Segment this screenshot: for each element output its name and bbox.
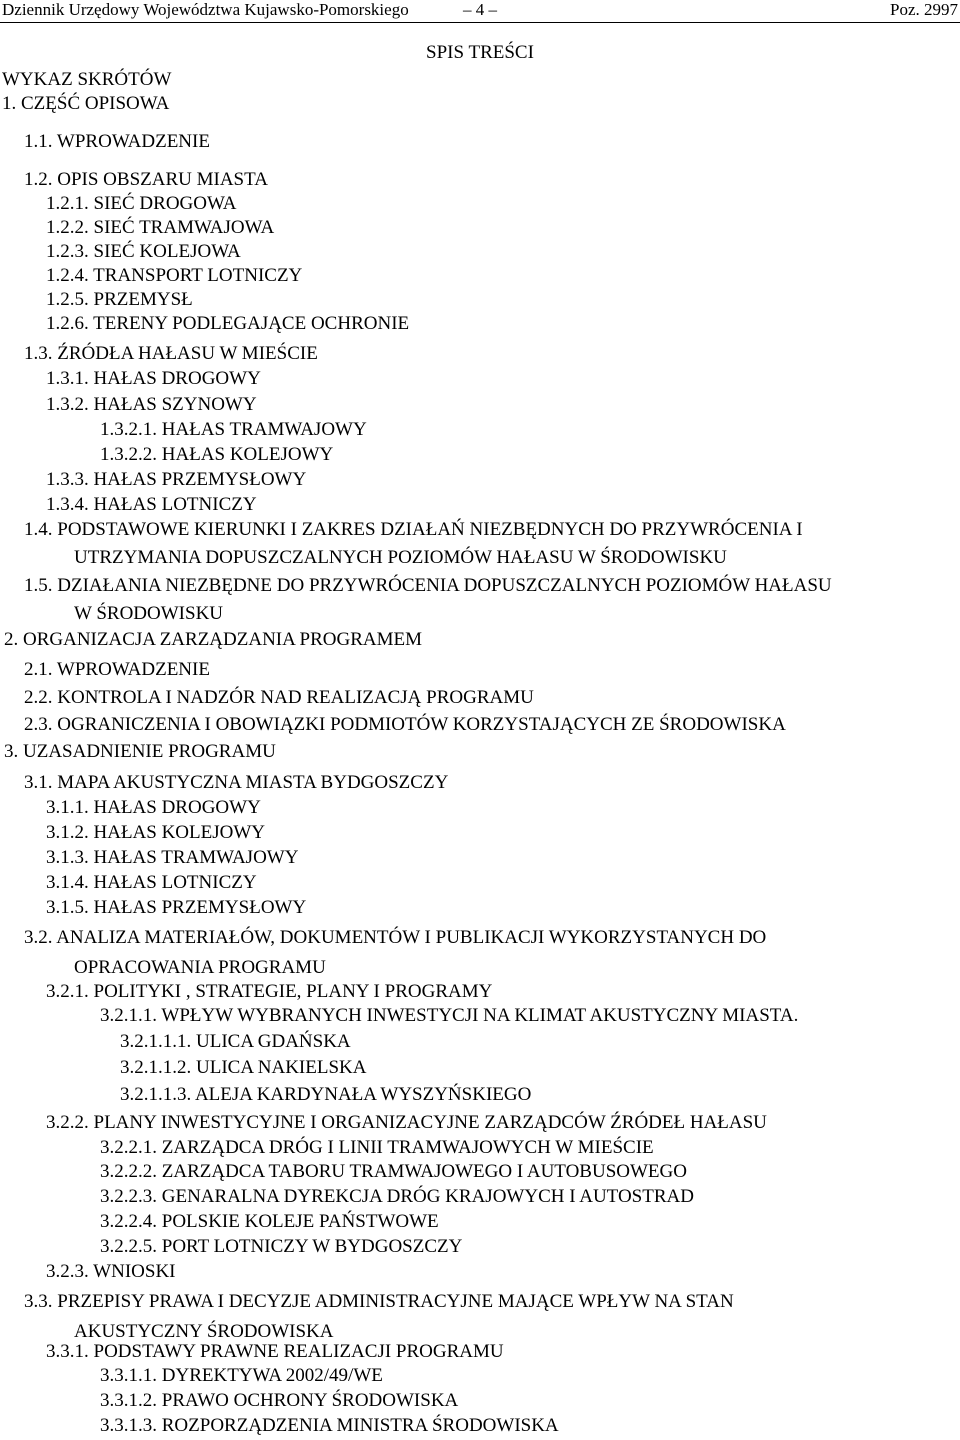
toc-entry [46, 216, 274, 240]
toc-entry-text: ULICA NAKIELSKA [196, 1057, 367, 1078]
toc-entry-text: PRZEMYSŁ [93, 289, 193, 310]
toc-entry [46, 871, 257, 895]
toc-entry-number: 1.3.4. [46, 494, 94, 515]
position-number: Poz. 2997 [890, 0, 958, 19]
toc-entry-number: 1.3.3. [46, 469, 94, 490]
toc-entry [46, 288, 193, 312]
toc-entry [100, 1414, 559, 1438]
toc-entry [46, 980, 492, 1004]
toc-entry-text: ZARZĄDCA DRÓG I LINII TRAMWAJOWYCH W MIEŚCIE [161, 1137, 654, 1158]
toc-entry-number: 3.1.1. [46, 797, 94, 818]
toc-entry [24, 658, 210, 682]
toc-entry [46, 1111, 767, 1135]
toc-entry [46, 367, 261, 391]
toc-entry-number: 3.2.1.1.2. [120, 1057, 196, 1078]
toc-entry [100, 1364, 383, 1388]
toc-entry-number: 1.3.2.2. [100, 444, 162, 465]
toc-entry-text: HAŁAS KOLEJOWY [93, 822, 266, 843]
toc-entry-continuation: OPRACOWANIA PROGRAMU [74, 957, 326, 978]
toc-entry-text: DZIAŁANIA NIEZBĘDNE DO PRZYWRÓCENIA DOPUSZCZALNYCH POZIOMÓW HAŁASU [57, 575, 832, 596]
toc-entry-number: 2.3. [24, 714, 58, 735]
toc-entry [24, 771, 448, 795]
toc-entry-number: 3.3.1.1. [100, 1365, 162, 1386]
toc-entry-text: ALEJA KARDYNAŁA WYSZYŃSKIEGO [194, 1084, 532, 1105]
toc-entry [24, 926, 766, 950]
toc-entry-text: UZASADNIENIE PROGRAMU [23, 741, 276, 762]
toc-entry-continuation: UTRZYMANIA DOPUSZCZALNYCH POZIOMÓW HAŁASU W ŚRODOWISKU [74, 547, 727, 568]
toc-entry-text: WPROWADZENIE [56, 659, 210, 680]
toc-entry-number: 1.2.5. [46, 289, 94, 310]
toc-entry-number: 1.2.4. [46, 265, 94, 286]
toc-entry-text: WPROWADZENIE [56, 131, 210, 152]
toc-entry [120, 1030, 351, 1054]
toc-entry-text: ROZPORZĄDZENIA MINISTRA ŚRODOWISKA [161, 1415, 559, 1436]
toc-entry [24, 168, 268, 192]
toc-entry-text: TERENY PODLEGAJĄCE OCHRONIE [93, 313, 410, 334]
toc-entry-number: 1.3.1. [46, 368, 94, 389]
toc-entry-text: PODSTAWY PRAWNE REALIZACJI PROGRAMU [93, 1341, 504, 1362]
toc-entry-text: HAŁAS PRZEMYSŁOWY [93, 897, 307, 918]
toc-entry-text: GENARALNA DYREKCJA DRÓG KRAJOWYCH I AUTOSTRAD [161, 1186, 694, 1207]
toc-entry-text: OPIS OBSZARU MIASTA [57, 169, 268, 190]
toc-entry-text: DYREKTYWA 2002/49/WE [161, 1365, 383, 1386]
toc-entry-text: WYKAZ SKRÓTÓW [2, 69, 172, 90]
toc-entry [46, 896, 306, 920]
toc-entry-number: 1.3.2. [46, 394, 94, 415]
toc-entry-continuation: W ŚRODOWISKU [74, 603, 224, 624]
toc-entry [4, 740, 276, 764]
toc-entry [100, 1136, 654, 1160]
toc-entry-text: KONTROLA I NADZÓR NAD REALIZACJĄ PROGRAMU [57, 687, 534, 708]
toc-entry-number: 3.2.1.1.3. [120, 1084, 195, 1105]
toc-entry-number: 1.2.2. [46, 217, 94, 238]
toc-entry-number: 3.2.2.5. [100, 1236, 162, 1257]
toc-entry [24, 130, 210, 154]
toc-entry-number: 3.2.2.1. [100, 1137, 162, 1158]
toc-entry [46, 846, 298, 870]
toc-entry-number: 1.2. [24, 169, 58, 190]
toc-entry [24, 1290, 734, 1314]
toc-entry-number: 3.2.2. [46, 1112, 94, 1133]
toc-entry-number: 1.1. [24, 131, 57, 152]
toc-entry-number: 3.1. [24, 772, 58, 793]
toc-entry [2, 92, 169, 116]
toc-entry-number: 3.2.2.2. [100, 1161, 162, 1182]
toc-entry [46, 1260, 176, 1284]
toc-entry-text: ORGANIZACJA ZARZĄDZANIA PROGRAMEM [23, 629, 423, 650]
toc-entry-text: HAŁAS SZYNOWY [93, 394, 257, 415]
toc-entry [100, 1004, 798, 1028]
toc-entry [46, 1340, 504, 1364]
toc-entry-number: 3.1.4. [46, 872, 94, 893]
toc-entry [46, 493, 257, 517]
toc-entry-text: SIEĆ TRAMWAJOWA [93, 217, 275, 238]
toc-entry [24, 574, 832, 598]
toc-entry [46, 796, 261, 820]
toc-entry [100, 1185, 694, 1209]
toc-entry-number: 1.2.3. [46, 241, 94, 262]
toc-entry-number: 3.3.1.2. [100, 1390, 162, 1411]
toc-entry-text: OGRANICZENIA I OBOWIĄZKI PODMIOTÓW KORZYSTAJĄCYCH ZE ŚRODOWISKA [57, 714, 786, 735]
toc-entry-number: 3.1.2. [46, 822, 94, 843]
toc-entry [120, 1056, 366, 1080]
toc-title: SPIS TREŚCI [426, 42, 534, 63]
toc-entry [100, 418, 367, 442]
toc-entry [46, 821, 265, 845]
toc-entry [46, 264, 302, 288]
toc-entry [46, 240, 241, 264]
toc-entry [24, 342, 318, 366]
page-number-value: 4 [475, 0, 485, 19]
journal-name: Dziennik Urzędowy Województwa Kujawsko-Pomorskiego [2, 0, 409, 19]
toc-entry [100, 1389, 458, 1413]
toc-entry-text: HAŁAS LOTNICZY [93, 494, 257, 515]
toc-entry-text: HAŁAS DROGOWY [93, 368, 261, 389]
toc-entry-text: ANALIZA MATERIAŁÓW, DOKUMENTÓW I PUBLIKACJI WYKORZYSTANYCH DO [56, 927, 767, 948]
toc-entry-text: PORT LOTNICZY W BYDGOSZCZY [161, 1236, 463, 1257]
toc-entry-text: HAŁAS TRAMWAJOWY [161, 419, 367, 440]
toc-entry [100, 1235, 462, 1259]
toc-entry-text: ZARZĄDCA TABORU TRAMWAJOWEGO I AUTOBUSOWEGO [161, 1161, 687, 1182]
toc-entry-number: 3.2.3. [46, 1261, 94, 1282]
page-number: – 4 – [463, 0, 497, 19]
toc-entry [4, 628, 422, 652]
toc-entry-text: POLSKIE KOLEJE PAŃSTWOWE [161, 1211, 439, 1232]
toc-entry-number: 3.2.1. [46, 981, 94, 1002]
toc-entry-number: 3.1.5. [46, 897, 94, 918]
toc-entry-text: CZĘŚĆ OPISOWA [21, 93, 170, 114]
toc-entry-number: 3. [4, 741, 23, 762]
toc-entry-text: HAŁAS PRZEMYSŁOWY [93, 469, 307, 490]
toc-entry-number: 3.2. [24, 927, 57, 948]
toc-entry [100, 1160, 687, 1184]
toc-entry-number: 1.4. [24, 519, 58, 540]
toc-entry [100, 443, 333, 467]
toc-entry [120, 1083, 531, 1107]
toc-entry-text: SIEĆ KOLEJOWA [93, 241, 241, 262]
toc-entry-text: PRZEPISY PRAWA I DECYZJE ADMINISTRACYJNE MAJĄCE WPŁYW NA STAN [57, 1291, 734, 1312]
toc-entry-continuation: AKUSTYCZNY ŚRODOWISKA [74, 1321, 334, 1342]
toc-entry [46, 468, 306, 492]
toc-entry [24, 686, 534, 710]
toc-entry-text: ULICA GDAŃSKA [196, 1031, 351, 1052]
toc-entry-text: HAŁAS DROGOWY [93, 797, 261, 818]
toc-entry-number: 1. [2, 93, 21, 114]
toc-entry-text: HAŁAS KOLEJOWY [161, 444, 334, 465]
toc-entry [46, 312, 409, 336]
toc-entry-text: HAŁAS TRAMWAJOWY [93, 847, 299, 868]
toc-entry [24, 713, 786, 737]
toc-entry-text: POLITYKI , STRATEGIE, PLANY I PROGRAMY [93, 981, 493, 1002]
toc-entry-number: 3.2.1.1.1. [120, 1031, 196, 1052]
toc-entry-number: 1.3.2.1. [100, 419, 162, 440]
toc-entry [24, 518, 803, 542]
toc-entry-number: 3.1.3. [46, 847, 94, 868]
toc-entry-number: 1.2.1. [46, 193, 94, 214]
toc-entry-text: PODSTAWOWE KIERUNKI I ZAKRES DZIAŁAŃ NIEZBĘDNYCH DO PRZYWRÓCENIA I [57, 519, 803, 540]
toc-entry-number: 3.3.1.3. [100, 1415, 162, 1436]
toc-entry-number: 3.2.2.3. [100, 1186, 162, 1207]
toc-entry-text: PRAWO OCHRONY ŚRODOWISKA [161, 1390, 459, 1411]
toc-entry-text: SIEĆ DROGOWA [93, 193, 237, 214]
toc-entry-text: WNIOSKI [93, 1261, 176, 1282]
toc-entry-number: 1.5. [24, 575, 58, 596]
toc-entry [46, 393, 257, 417]
toc-entry-number: 2. [4, 629, 23, 650]
toc-entry-text: TRANSPORT LOTNICZY [93, 265, 303, 286]
toc-entry [2, 68, 171, 92]
toc-entry-text: MAPA AKUSTYCZNA MIASTA BYDGOSZCZY [57, 772, 449, 793]
toc-entry-number: 3.2.2.4. [100, 1211, 162, 1232]
toc-entry-text: HAŁAS LOTNICZY [93, 872, 257, 893]
toc-entry [46, 192, 237, 216]
toc-entry-number: 1.2.6. [46, 313, 94, 334]
toc-entry-text: PLANY INWESTYCYJNE I ORGANIZACYJNE ZARZĄDCÓW ŹRÓDEŁ HAŁASU [93, 1112, 767, 1133]
toc-entry-number: 3.2.1.1. [100, 1005, 162, 1026]
toc-entry-number: 3.3. [24, 1291, 58, 1312]
toc-entry-number: 2.2. [24, 687, 58, 708]
toc-entry-text: ŹRÓDŁA HAŁASU W MIEŚCIE [57, 343, 318, 364]
toc-entry-text: WPŁYW WYBRANYCH INWESTYCJI NA KLIMAT AKUSTYCZNY MIASTA. [161, 1005, 799, 1026]
toc-entry-number: 1.3. [24, 343, 58, 364]
toc-entry [100, 1210, 439, 1234]
toc-entry-number: 2.1. [24, 659, 57, 680]
toc-entry-number: 3.3.1. [46, 1341, 94, 1362]
